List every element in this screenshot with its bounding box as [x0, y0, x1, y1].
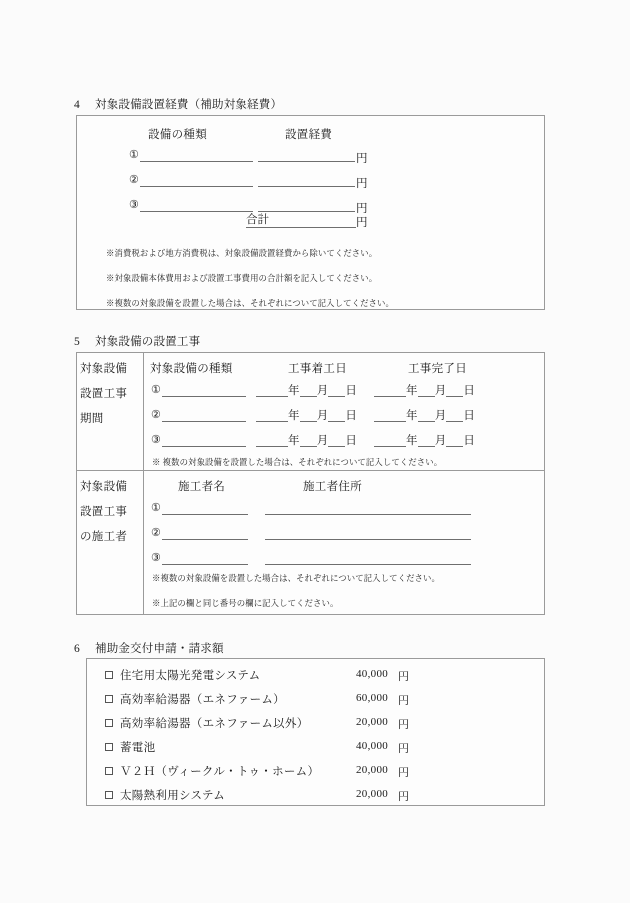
checkbox-icon[interactable]: [105, 743, 113, 751]
section-5-block2-row-marker: ③: [151, 552, 161, 564]
checkbox-icon[interactable]: [105, 791, 113, 799]
section-5-block1-label-line: 対象設備: [80, 363, 128, 375]
section-5-block1-row-marker: ③: [151, 434, 161, 446]
section-4-row-marker: ③: [129, 199, 139, 211]
subsidy-item-amount: 60,000: [356, 692, 389, 704]
subsidy-item-label: Ｖ２Ｈ（ヴィークル・トゥ・ホーム）: [120, 766, 320, 778]
section-4-total-row: [246, 214, 356, 228]
section-5-contractor-name-input[interactable]: [162, 539, 248, 540]
section-4-note: ※複数の対象設備を設置した場合は、それぞれについて記入してください。: [106, 299, 394, 308]
section-4-total-input[interactable]: [271, 214, 356, 228]
section-4-title: 対象設備設置経費（補助対象経費）: [95, 99, 283, 111]
section-5-block2-note: ※複数の対象設備を設置した場合は、それぞれについて記入してください。: [152, 574, 440, 583]
section-5-block1-row-marker: ①: [151, 384, 161, 396]
section-6-number: 6: [74, 643, 80, 655]
subsidy-item-label: 高効率給湯器（エネファーム以外）: [120, 718, 309, 730]
subsidy-item-amount: 40,000: [356, 740, 389, 752]
subsidy-item-amount: 20,000: [356, 764, 389, 776]
subsidy-item-amount: 20,000: [356, 788, 389, 800]
section-4-yen-unit: 円: [356, 178, 368, 190]
section-6-title: 補助金交付申請・請求額: [95, 643, 224, 655]
section-5-col-end-header: 工事完了日: [408, 363, 467, 375]
section-5-start-date-input[interactable]: 年 月 日: [256, 410, 357, 422]
section-6-heading: [74, 640, 224, 656]
section-5-col-address-header: 施工者住所: [303, 481, 362, 493]
section-5-block2-note: ※上記の欄と同じ番号の欄に記入してください。: [152, 599, 339, 608]
section-5-contractor-address-input[interactable]: [265, 539, 471, 540]
section-4-cost-input[interactable]: [258, 161, 355, 162]
section-4-type-input[interactable]: [140, 161, 253, 162]
subsidy-item-row[interactable]: [105, 787, 225, 803]
subsidy-item-yen: 円: [398, 671, 409, 683]
section-5-end-date-input[interactable]: 年 月 日: [374, 385, 475, 397]
section-4-note: ※対象設備本体費用および設置工事費用の合計額を記入してください。: [106, 274, 378, 283]
subsidy-item-yen: 円: [398, 767, 409, 779]
section-5-start-date-input[interactable]: 年 月 日: [256, 435, 357, 447]
subsidy-item-label: 高効率給湯器（エネファーム）: [120, 694, 285, 706]
subsidy-item-yen: 円: [398, 695, 409, 707]
section-4-cost-input[interactable]: [258, 211, 355, 212]
section-5-heading: [74, 333, 200, 349]
subsidy-item-yen: 円: [398, 719, 409, 731]
section-4-row-marker: ②: [129, 174, 139, 186]
section-5-number: 5: [74, 336, 80, 348]
section-5-col-start-header: 工事着工日: [288, 363, 347, 375]
section-5-block1-row-marker: ②: [151, 409, 161, 421]
subsidy-item-row[interactable]: [105, 667, 260, 683]
section-5-block-divider: [76, 470, 545, 471]
section-5-title: 対象設備の設置工事: [95, 336, 201, 348]
section-5-block2-row-marker: ①: [151, 502, 161, 514]
section-5-contractor-address-input[interactable]: [265, 514, 471, 515]
section-5-block1-note: ※ 複数の対象設備を設置した場合は、それぞれについて記入してください。: [152, 458, 443, 467]
section-5-end-date-input[interactable]: 年 月 日: [374, 410, 475, 422]
section-4-total-label: 合計: [246, 214, 269, 226]
section-5-contractor-address-input[interactable]: [265, 564, 471, 565]
checkbox-icon[interactable]: [105, 695, 113, 703]
section-5-equipment-input[interactable]: [162, 446, 246, 447]
section-4-yen-unit: 円: [356, 203, 368, 215]
section-5-start-date-input[interactable]: 年 月 日: [256, 385, 357, 397]
subsidy-item-amount: 20,000: [356, 716, 389, 728]
subsidy-item-row[interactable]: [105, 715, 309, 731]
subsidy-item-label: 太陽熱利用システム: [120, 790, 226, 802]
subsidy-item-row[interactable]: [105, 739, 155, 755]
subsidy-item-label: 蓄電池: [120, 742, 156, 754]
section-5-block1-label-line: 設置工事: [80, 388, 128, 400]
section-5-contractor-name-input[interactable]: [162, 564, 248, 565]
section-5-col-contractor-header: 施工者名: [178, 481, 226, 493]
subsidy-item-label: 住宅用太陽光発電システム: [120, 670, 261, 682]
checkbox-icon[interactable]: [105, 671, 113, 679]
section-5-block2-row-marker: ②: [151, 527, 161, 539]
checkbox-icon[interactable]: [105, 719, 113, 727]
section-5-block2-label-line: の施工者: [80, 531, 128, 543]
section-4-heading: [74, 96, 282, 112]
subsidy-item-row[interactable]: [105, 763, 319, 779]
subsidy-item-row[interactable]: [105, 691, 285, 707]
section-4-row-marker: ①: [129, 149, 139, 161]
subsidy-item-yen: 円: [398, 743, 409, 755]
section-5-block2-label-line: 設置工事: [80, 506, 128, 518]
section-4-col-type-header: 設備の種類: [148, 129, 207, 141]
section-4-total-yen-unit: 円: [356, 217, 368, 229]
section-4-note: ※消費税および地方消費税は、対象設備設置経費から除いてください。: [106, 249, 378, 258]
section-5-block2-label-line: 対象設備: [80, 481, 128, 493]
subsidy-item-yen: 円: [398, 791, 409, 803]
section-5-block1-label-line: 期間: [80, 413, 104, 425]
section-5-equipment-input[interactable]: [162, 421, 246, 422]
section-5-equipment-input[interactable]: [162, 396, 246, 397]
section-5-end-date-input[interactable]: 年 月 日: [374, 435, 475, 447]
section-4-yen-unit: 円: [356, 153, 368, 165]
section-5-column-divider: [143, 352, 144, 615]
section-5-contractor-name-input[interactable]: [162, 514, 248, 515]
section-4-col-cost-header: 設置経費: [285, 129, 333, 141]
section-5-col-type-header: 対象設備の種類: [150, 363, 233, 375]
subsidy-item-amount: 40,000: [356, 668, 389, 680]
section-4-cost-input[interactable]: [258, 186, 355, 187]
section-4-type-input[interactable]: [140, 211, 253, 212]
section-4-number: 4: [74, 99, 80, 111]
checkbox-icon[interactable]: [105, 767, 113, 775]
section-4-type-input[interactable]: [140, 186, 253, 187]
